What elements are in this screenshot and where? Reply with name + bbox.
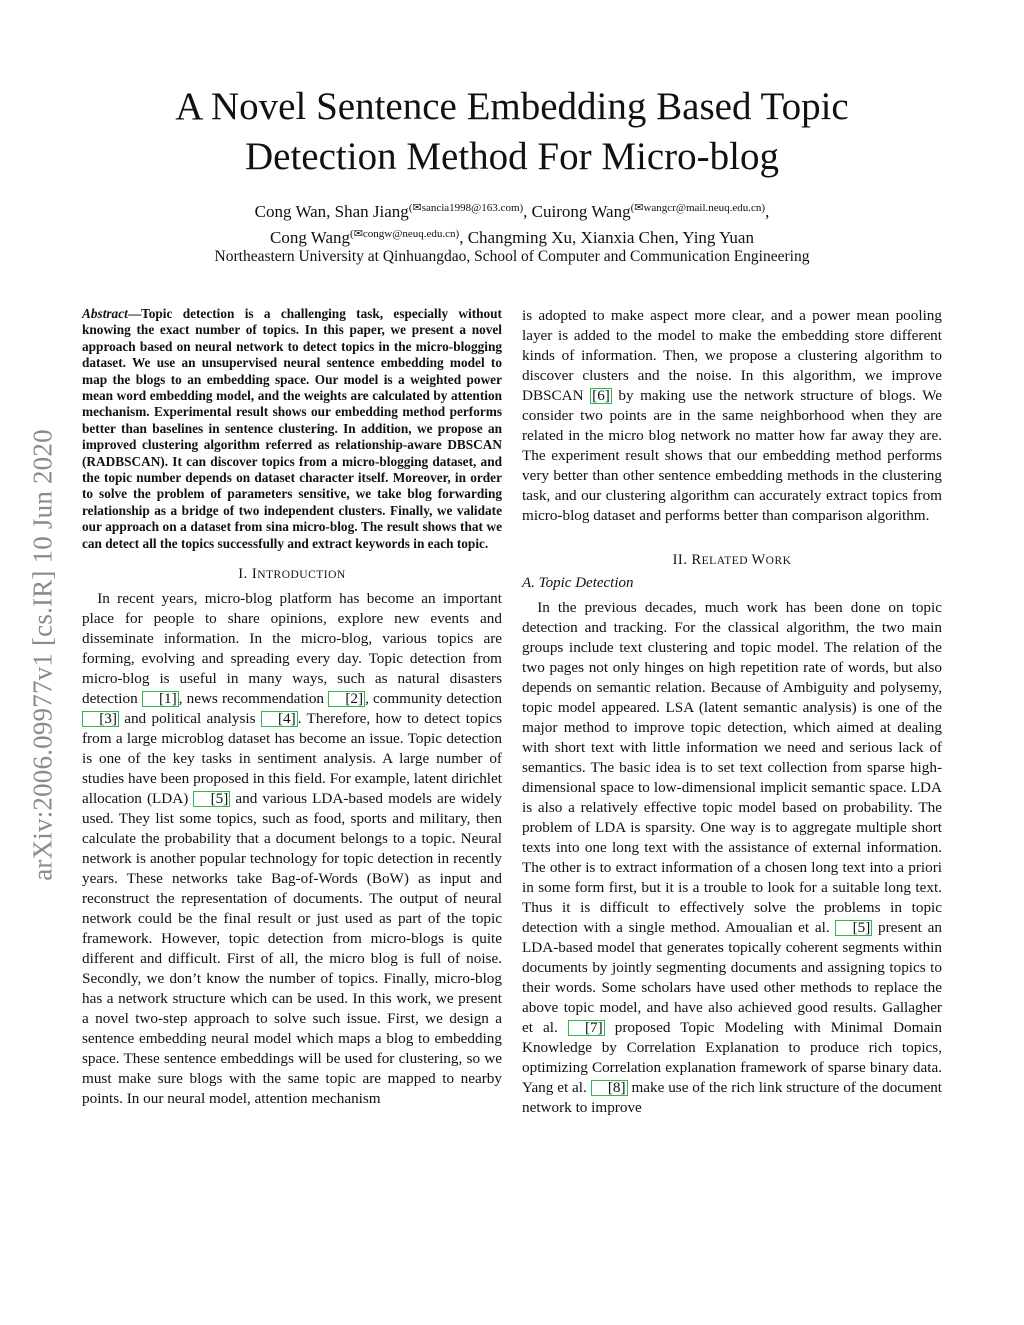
section-heading-related-work	[522, 552, 942, 569]
text-run: by making use the network structure of blogs. We consider two points are in the same neighborhood when they are related in the micro blog network no matter how far away they are. The experiment result shows that our embedding method performs very better than other sentence embedding methods in the clustering task, and our clustering algorithm can accurately extract topics from micro-blog dataset and performs better than comparison algorithm.	[522, 387, 942, 524]
subsection-heading-topic-detection: A. Topic Detection	[522, 575, 634, 591]
author-email[interactable]: (✉congw@neuq.edu.cn)	[350, 228, 460, 240]
introduction-paragraph	[82, 589, 502, 1109]
abstract-text: Topic detection is a challenging task, especially without knowing the exact number of topics. In this paper, we present a novel approach based on neural network to detect topics in the micro-blogging dataset. We use an unsupervised neural sentence embedding model to map the blogs to an embedding space. Our model is a weighted power mean word embedding model, and the weights are calculated by attention mechanism. Experimental result shows our embedding method performs better than baselines in sentence clustering. In addition, we propose an improved clustering algorithm referred as relationship-aware DBSCAN (RADBSCAN). It can discover topics from a micro-blogging dataset, and the topic number depends on dataset character itself. Moreover, in order to solve the problem of parameters sensitive, we take blog forwarding relationship as a bridge of two independent clusters. Finally, we validate our approach on a dataset from sina micro-blog. The result shows that we can detect all the topics successfully and extract keywords in each topic.	[82, 306, 502, 551]
author-names: , Changming Xu, Xianxia Chen, Ying Yuan	[459, 228, 754, 247]
author-names: Cong Wan, Shan Jiang	[254, 202, 409, 221]
author-email[interactable]: (✉sancia1998@163.com)	[408, 202, 524, 214]
citation-link[interactable]: [6]	[592, 387, 610, 404]
paper-title: A Novel Sentence Embedding Based Topic Detection Method For Micro-blog	[175, 85, 849, 178]
section-title-rest: ORK	[765, 555, 792, 567]
citation-link[interactable]: [2]	[328, 691, 365, 707]
text-run: and political analysis	[118, 710, 261, 728]
citation-link[interactable]: [5]	[835, 920, 872, 936]
section-title-initial: W	[751, 552, 766, 568]
text-run: In the previous decades, much work has been done on topic detection and tracking. For the classical algorithm, the two main groups include text clustering and topic model. The relation of the two pages not only hinges on high repetition rate of words, but also depends on semantic relation. Because of Ambiguity and polysemy, topic model appeared. LSA (latent semantic analysis) is one of the major method to improve topic detection, which aimed at dealing with short text with little information we need and serious lack of semantics. The basic idea is to set text collection from sparse high-dimensional space to low-dimensional implicit semantic space. LDA is also a relatively effective topic model based on probability. The problem of LDA is sparsity. One way is to aggregate multiple short texts into one long text with the assistance of external information. The other is to extract information of a chosen long text into a priori in some form first, but it is a trouble to look for a suitable long text. Thus it is difficult to effectively solve the problems in topic detection with a single method. Amoualian et al.	[522, 599, 942, 936]
section-title-rest: ELATED	[701, 555, 752, 567]
text-run: is adopted to make aspect more clear, and a power mean pooling layer is added to the model to make the embedding store different kinds of information. Then, we propose a clustering algorithm to discover clusters and the noise. In this algorithm, we improve DBSCAN	[522, 307, 942, 404]
affiliation: Northeastern University at Qinhuangdao, School of Computer and Communication Engineering	[214, 248, 810, 265]
section-number: II.	[672, 552, 692, 568]
text-run: , news recommendation	[178, 690, 329, 708]
abstract-dash: —	[127, 306, 142, 321]
author-names: Cong Wang	[270, 228, 351, 247]
citation-link[interactable]: [7]	[568, 1020, 605, 1036]
section-heading-introduction	[82, 566, 502, 583]
citation-link[interactable]: [5]	[193, 791, 230, 807]
citation-link[interactable]: [3]	[82, 711, 119, 727]
text-run: . Therefore, how to detect topics from a large microblog dataset has become an issue. Topic detection is one of the key tasks in sentiment analysis. A large number of studies have been proposed in this field. For example, latent dirichlet allocation (LDA)	[82, 710, 502, 808]
text-run: make use of the rich link structure of the document network to improve	[522, 1079, 943, 1116]
text-run: In recent years, micro-blog platform has become an important place for people to share opinions, explore new events and disseminate information. In the micro-blog, various topics are forming, evolving and spreading every day. Topic detection from micro-blog is useful in many ways, such as natural disasters detection	[82, 590, 502, 708]
arxiv-id: arXiv:2006.09977v1 [cs.IR] 10 Jun 2020	[27, 429, 58, 881]
citation-link[interactable]: [4]	[261, 711, 298, 727]
arxiv-sidebar-stamp	[23, 360, 63, 950]
related-work-paragraph	[522, 598, 942, 1118]
abstract-label: Abstract	[82, 306, 128, 321]
section-title-initial: R	[691, 552, 702, 568]
text-run: proposed Topic Modeling with Minimal Domain Knowledge by Correlation Explanation to produce rich topics, optimizing Correlation explanation framework of sparse binary data. Yang et al.	[522, 1019, 942, 1096]
right-column	[522, 306, 942, 1118]
author-list	[100, 200, 924, 252]
citation-link[interactable]: [8]	[591, 1080, 628, 1096]
abstract	[82, 306, 502, 552]
section-number: I.	[238, 566, 252, 583]
text-run: and various LDA-based models are widely used. They list some topics, such as food, sports and military, then calculate the probability that a document belongs to a topic. Neural network is another popular technology for topic detection in recently years. These networks take Bag-of-Words (BoW) as input and reconstruct the representation of documents. The output of neural network could be the final result or just used as part of the topic framework. However, topic detection from micro-blogs is quite different and difficult. First of all, the micro blog is full of noise. Secondly, we don’t know the number of topics. Finally, micro-blog has a network structure which can be used. In this work, we present a novel two-step approach to solve such issue. First, we design a sentence embedding neural model which maps a blog to embedding space. These sentence embeddings will be used for clustering, so we must make sure blogs with the same topic are mapped to nearby points. In our neural model, attention mechanism	[82, 790, 502, 1108]
citation-link[interactable]: [1]	[142, 691, 179, 707]
section-title-initial: I	[251, 566, 258, 583]
text-run: present an LDA-based model that generates topically coherent segments within documents by jointly segmenting documents and assigning topics to their words. Some scholars have used other methods to replace the above topic model, and have also achieved good results. Gallagher et al.	[522, 919, 942, 1036]
author-email[interactable]: (✉wangcr@mail.neuq.edu.cn)	[630, 202, 766, 214]
introduction-continuation	[522, 306, 942, 526]
left-column	[82, 306, 502, 1109]
punctuation: ,	[765, 202, 770, 221]
author-names: , Cuirong Wang	[523, 202, 631, 221]
text-run: , community detection	[365, 690, 502, 708]
section-title-rest: NTRODUCTION	[257, 569, 346, 582]
